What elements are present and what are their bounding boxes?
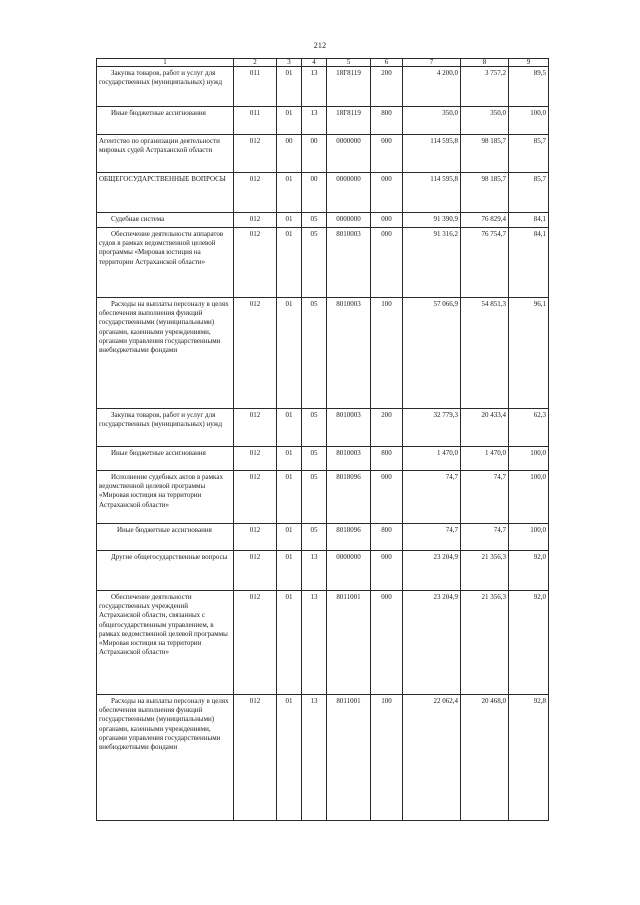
ministry-code: 012 — [234, 298, 277, 409]
ministry-code: 012 — [234, 409, 277, 447]
budget-item-name: Закупка товаров, работ и услуг для государственных (муниципальных) нужд — [97, 409, 234, 447]
table-row — [97, 228, 549, 298]
subsection-code: 05 — [302, 471, 327, 524]
subsection-code: 13 — [302, 591, 327, 695]
execution-percent: 100,0 — [509, 524, 549, 551]
ministry-code: 012 — [234, 228, 277, 298]
execution-percent: 62,3 — [509, 409, 549, 447]
section-code: 01 — [277, 298, 302, 409]
planned-amount: 74,7 — [403, 471, 461, 524]
executed-amount: 76 754,7 — [461, 228, 509, 298]
section-code: 01 — [277, 228, 302, 298]
planned-amount: 91 390,9 — [403, 213, 461, 228]
target-article-code: 0000000 — [327, 551, 371, 591]
section-code: 01 — [277, 409, 302, 447]
execution-percent: 85,7 — [509, 135, 549, 173]
target-article-code: 0000000 — [327, 173, 371, 213]
page-number: 212 — [313, 41, 327, 50]
target-article-code: 8010003 — [327, 298, 371, 409]
column-header-7: 7 — [403, 59, 461, 67]
section-code: 01 — [277, 551, 302, 591]
budget-table — [96, 58, 549, 821]
executed-amount: 98 185,7 — [461, 173, 509, 213]
subsection-code: 13 — [302, 107, 327, 135]
subsection-code: 05 — [302, 409, 327, 447]
ministry-code: 012 — [234, 447, 277, 471]
budget-item-name: Обеспечение деятельности государственных учреждений Астраханской области, связанных с общегосударственным управлением, в рамках ведомственной целевой программы «Мировая юстиция на территории Астраханской области» — [97, 591, 234, 695]
planned-amount: 114 595,8 — [403, 173, 461, 213]
executed-amount: 20 468,0 — [461, 695, 509, 821]
table-row — [97, 409, 549, 447]
section-code: 01 — [277, 471, 302, 524]
ministry-code: 012 — [234, 695, 277, 821]
planned-amount: 57 066,9 — [403, 298, 461, 409]
table-row — [97, 135, 549, 173]
budget-item-name: Судебная система — [97, 213, 234, 228]
expense-type-code: 000 — [371, 213, 403, 228]
table-body — [97, 67, 549, 821]
executed-amount: 3 757,2 — [461, 67, 509, 107]
section-code: 00 — [277, 135, 302, 173]
target-article-code: 8011001 — [327, 695, 371, 821]
column-header-3: 3 — [277, 59, 302, 67]
expense-type-code: 200 — [371, 409, 403, 447]
subsection-code: 13 — [302, 695, 327, 821]
execution-percent: 100,0 — [509, 471, 549, 524]
budget-item-name: Закупка товаров, работ и услуг для государственных (муниципальных) нужд — [97, 67, 234, 107]
budget-item-name: Иные бюджетные ассигнования — [97, 107, 234, 135]
column-header-8: 8 — [461, 59, 509, 67]
planned-amount: 23 204,9 — [403, 591, 461, 695]
expense-type-code: 800 — [371, 524, 403, 551]
table-row — [97, 524, 549, 551]
table-row — [97, 213, 549, 228]
section-code: 01 — [277, 213, 302, 228]
planned-amount: 114 595,8 — [403, 135, 461, 173]
section-code: 01 — [277, 447, 302, 471]
execution-percent: 100,0 — [509, 447, 549, 471]
subsection-code: 05 — [302, 213, 327, 228]
target-article-code: 8011001 — [327, 591, 371, 695]
subsection-code: 05 — [302, 524, 327, 551]
planned-amount: 74,7 — [403, 524, 461, 551]
ministry-code: 012 — [234, 471, 277, 524]
column-header-5: 5 — [327, 59, 371, 67]
planned-amount: 91 316,2 — [403, 228, 461, 298]
expense-type-code: 000 — [371, 173, 403, 213]
execution-percent: 85,7 — [509, 173, 549, 213]
target-article-code: 8010003 — [327, 228, 371, 298]
executed-amount: 21 356,3 — [461, 591, 509, 695]
target-article-code: 18Г8119 — [327, 67, 371, 107]
ministry-code: 012 — [234, 551, 277, 591]
execution-percent: 96,1 — [509, 298, 549, 409]
executed-amount: 98 185,7 — [461, 135, 509, 173]
table-row — [97, 67, 549, 107]
table-row — [97, 695, 549, 821]
expense-type-code: 100 — [371, 298, 403, 409]
executed-amount: 76 829,4 — [461, 213, 509, 228]
table-row — [97, 471, 549, 524]
execution-percent: 92,8 — [509, 695, 549, 821]
subsection-code: 05 — [302, 298, 327, 409]
ministry-code: 012 — [234, 135, 277, 173]
budget-item-name: Расходы на выплаты персоналу в целях обеспечения выполнения функций государственными (муниципальными) органами, казенными учреждениями, органами управления государственными внебюджетными фондами — [97, 298, 234, 409]
expense-type-code: 000 — [371, 551, 403, 591]
executed-amount: 1 470,0 — [461, 447, 509, 471]
planned-amount: 32 779,3 — [403, 409, 461, 447]
ministry-code: 012 — [234, 213, 277, 228]
section-code: 01 — [277, 107, 302, 135]
executed-amount: 74,7 — [461, 471, 509, 524]
budget-item-name: Агентство по организации деятельности мировых судей Астраханской области — [97, 135, 234, 173]
subsection-code: 13 — [302, 551, 327, 591]
column-header-9: 9 — [509, 59, 549, 67]
budget-item-name: Обеспечение деятельности аппаратов судов в рамках ведомственной целевой программы «Мировая юстиция на территории Астраханской области» — [97, 228, 234, 298]
target-article-code: 18Г8119 — [327, 107, 371, 135]
planned-amount: 4 200,0 — [403, 67, 461, 107]
table-row — [97, 447, 549, 471]
budget-item-name: Расходы на выплаты персоналу в целях обеспечения выполнения функций государственными (муниципальными) органами, казенными учреждениями, органами управления государственными внебюджетными фондами — [97, 695, 234, 821]
executed-amount: 350,0 — [461, 107, 509, 135]
planned-amount: 350,0 — [403, 107, 461, 135]
executed-amount: 74,7 — [461, 524, 509, 551]
execution-percent: 92,0 — [509, 551, 549, 591]
table-row — [97, 591, 549, 695]
execution-percent: 92,0 — [509, 591, 549, 695]
executed-amount: 21 356,3 — [461, 551, 509, 591]
section-code: 01 — [277, 695, 302, 821]
budget-item-name: Иные бюджетные ассигнования — [97, 524, 234, 551]
section-code: 01 — [277, 173, 302, 213]
table-row — [97, 298, 549, 409]
table-row — [97, 551, 549, 591]
table-row — [97, 173, 549, 213]
subsection-code: 05 — [302, 228, 327, 298]
expense-type-code: 000 — [371, 471, 403, 524]
expense-type-code: 100 — [371, 695, 403, 821]
section-code: 01 — [277, 524, 302, 551]
section-code: 01 — [277, 591, 302, 695]
ministry-code: 011 — [234, 107, 277, 135]
column-header-1: 1 — [97, 59, 234, 67]
subsection-code: 13 — [302, 67, 327, 107]
budget-item-name: ОБЩЕГОСУДАРСТВЕННЫЕ ВОПРОСЫ — [97, 173, 234, 213]
execution-percent: 84,1 — [509, 228, 549, 298]
expense-type-code: 200 — [371, 67, 403, 107]
column-header-6: 6 — [371, 59, 403, 67]
section-code: 01 — [277, 67, 302, 107]
target-article-code: 0000000 — [327, 213, 371, 228]
budget-item-name: Другие общегосударственные вопросы — [97, 551, 234, 591]
target-article-code: 0000000 — [327, 135, 371, 173]
subsection-code: 00 — [302, 135, 327, 173]
column-header-2: 2 — [234, 59, 277, 67]
planned-amount: 1 470,0 — [403, 447, 461, 471]
execution-percent: 89,5 — [509, 67, 549, 107]
ministry-code: 012 — [234, 173, 277, 213]
executed-amount: 20 433,4 — [461, 409, 509, 447]
subsection-code: 05 — [302, 447, 327, 471]
planned-amount: 23 204,9 — [403, 551, 461, 591]
execution-percent: 84,1 — [509, 213, 549, 228]
executed-amount: 54 851,3 — [461, 298, 509, 409]
expense-type-code: 000 — [371, 228, 403, 298]
expense-type-code: 800 — [371, 447, 403, 471]
table-row — [97, 107, 549, 135]
target-article-code: 8018096 — [327, 524, 371, 551]
header-row — [97, 59, 549, 67]
table-header — [97, 59, 549, 67]
ministry-code: 012 — [234, 524, 277, 551]
column-header-4: 4 — [302, 59, 327, 67]
planned-amount: 22 062,4 — [403, 695, 461, 821]
subsection-code: 00 — [302, 173, 327, 213]
ministry-code: 011 — [234, 67, 277, 107]
budget-item-name: Исполнение судебных актов в рамках ведомственной целевой программы «Мировая юстиция на территории Астраханской области» — [97, 471, 234, 524]
expense-type-code: 000 — [371, 135, 403, 173]
ministry-code: 012 — [234, 591, 277, 695]
target-article-code: 8010003 — [327, 447, 371, 471]
expense-type-code: 000 — [371, 591, 403, 695]
expense-type-code: 800 — [371, 107, 403, 135]
target-article-code: 8018096 — [327, 471, 371, 524]
execution-percent: 100,0 — [509, 107, 549, 135]
budget-item-name: Иные бюджетные ассигнования — [97, 447, 234, 471]
target-article-code: 8010003 — [327, 409, 371, 447]
